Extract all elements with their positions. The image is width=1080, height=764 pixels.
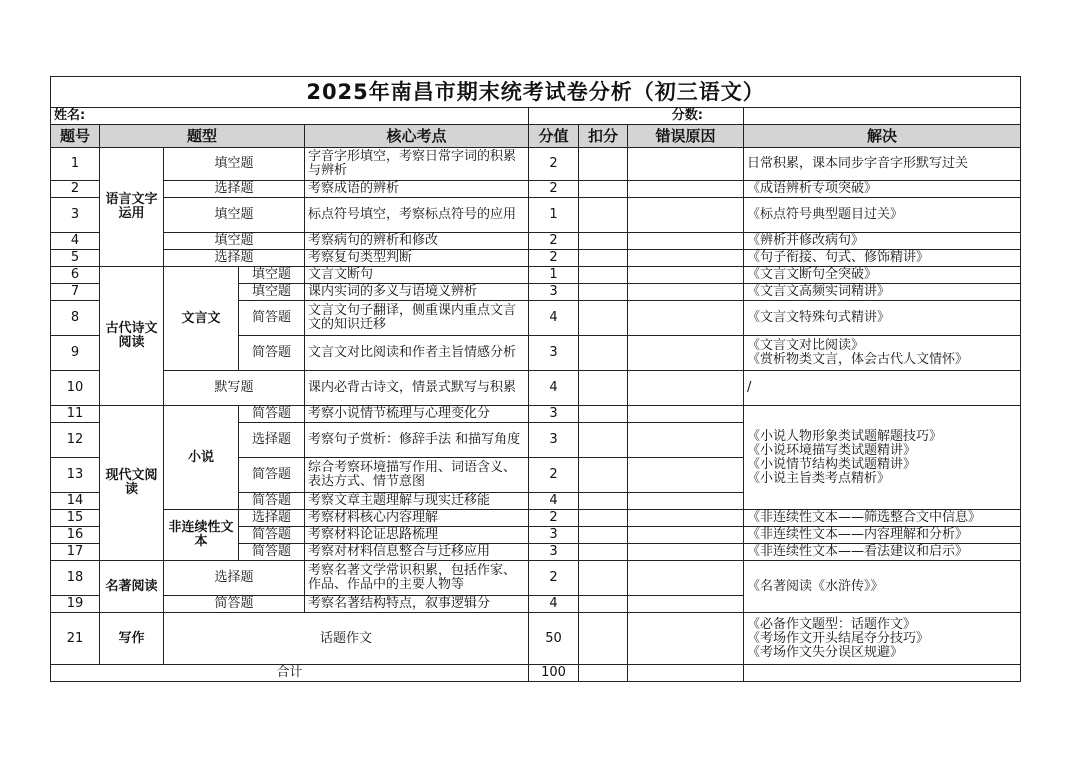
- points: 3: [529, 406, 579, 423]
- points: 2: [529, 148, 579, 181]
- reason-cell: [628, 613, 744, 665]
- question-type: 选择题: [164, 250, 305, 267]
- table-row: [51, 267, 1021, 284]
- table-row: [51, 510, 1021, 527]
- reason-cell: [628, 510, 744, 527]
- question-no: 21: [51, 613, 100, 665]
- question-no: 7: [51, 284, 100, 301]
- deduct-cell: [579, 665, 628, 682]
- total-points: 100: [529, 665, 579, 682]
- reason-cell: [628, 493, 744, 510]
- section-language: 语言文字运用: [100, 148, 164, 267]
- total-label: 合计: [51, 665, 529, 682]
- points: 4: [529, 301, 579, 336]
- points: 2: [529, 233, 579, 250]
- core-topic: 考察小说情节梳理与心理变化分: [305, 406, 529, 423]
- question-type: 填空题: [164, 233, 305, 250]
- question-type: 简答题: [239, 493, 305, 510]
- core-topic: 字音字形填空，考察日常字词的积累与辨析: [305, 148, 529, 181]
- subsection-novel: 小说: [164, 406, 239, 510]
- solution: 《标点符号典型题目过关》: [744, 198, 1021, 233]
- section-modern: 现代文阅读: [100, 406, 164, 561]
- core-topic: 考察文章主题理解与现实迁移能: [305, 493, 529, 510]
- deduct-cell: [579, 371, 628, 406]
- points: 3: [529, 544, 579, 561]
- solution: 《文言文对比阅读》 《赏析物类文言，体会古代人文情怀》: [744, 336, 1021, 371]
- header-type: 题型: [100, 125, 305, 148]
- question-type: 话题作文: [164, 613, 529, 665]
- solution: 《非连续性文本——筛选整合文中信息》: [744, 510, 1021, 527]
- core-topic: 综合考察环境描写作用、词语含义、表达方式、情节意图: [305, 458, 529, 493]
- question-no: 14: [51, 493, 100, 510]
- question-type: 简答题: [239, 406, 305, 423]
- question-type: 简答题: [239, 544, 305, 561]
- table-row: [51, 181, 1021, 198]
- table-row: [51, 613, 1021, 665]
- core-topic: 考察材料论证思路梳理: [305, 527, 529, 544]
- deduct-cell: [579, 336, 628, 371]
- points: 2: [529, 250, 579, 267]
- question-type: 填空题: [164, 198, 305, 233]
- solution-empty: [744, 665, 1021, 682]
- solution-classics: 《名著阅读《水浒传》》: [744, 561, 1021, 613]
- points: 3: [529, 423, 579, 458]
- reason-cell: [628, 233, 744, 250]
- reason-cell: [628, 544, 744, 561]
- points: 4: [529, 493, 579, 510]
- question-type: 简答题: [239, 336, 305, 371]
- question-type: 简答题: [239, 301, 305, 336]
- core-topic: 考察名著文学常识积累，包括作家、作品、作品中的主要人物等: [305, 561, 529, 596]
- header-reason: 错误原因: [628, 125, 744, 148]
- table-row: [51, 198, 1021, 233]
- question-type: 简答题: [239, 458, 305, 493]
- question-type: 选择题: [164, 561, 305, 596]
- deduct-cell: [579, 544, 628, 561]
- question-no: 16: [51, 527, 100, 544]
- header-row: [51, 125, 1021, 148]
- question-no: 5: [51, 250, 100, 267]
- points: 3: [529, 527, 579, 544]
- solution: 《文言文高频实词精讲》: [744, 284, 1021, 301]
- deduct-cell: [579, 510, 628, 527]
- reason-cell: [628, 458, 744, 493]
- question-type: 填空题: [164, 148, 305, 181]
- table-row: [51, 406, 1021, 423]
- score-label: 分数:: [529, 108, 744, 125]
- page-title: 2025年南昌市期末统考试卷分析（初三语文）: [51, 77, 1021, 108]
- table-row: [51, 561, 1021, 596]
- core-topic: 考察对材料信息整合与迁移应用: [305, 544, 529, 561]
- reason-cell: [628, 596, 744, 613]
- points: 4: [529, 371, 579, 406]
- question-no: 1: [51, 148, 100, 181]
- core-topic: 课内实词的多义与语境义辨析: [305, 284, 529, 301]
- reason-cell: [628, 527, 744, 544]
- deduct-cell: [579, 423, 628, 458]
- solution: 《非连续性文本——内容理解和分析》: [744, 527, 1021, 544]
- reason-cell: [628, 250, 744, 267]
- deduct-cell: [579, 181, 628, 198]
- question-no: 11: [51, 406, 100, 423]
- points: 3: [529, 284, 579, 301]
- name-label: 姓名:: [51, 108, 529, 125]
- deduct-cell: [579, 613, 628, 665]
- question-type: 默写题: [164, 371, 305, 406]
- deduct-cell: [579, 596, 628, 613]
- core-topic: 考察成语的辨析: [305, 181, 529, 198]
- core-topic: 考察名著结构特点，叙事逻辑分: [305, 596, 529, 613]
- reason-cell: [628, 301, 744, 336]
- solution: 《文言文特殊句式精讲》: [744, 301, 1021, 336]
- question-no: 13: [51, 458, 100, 493]
- deduct-cell: [579, 267, 628, 284]
- points: 1: [529, 198, 579, 233]
- deduct-cell: [579, 250, 628, 267]
- table-row: [51, 250, 1021, 267]
- deduct-cell: [579, 458, 628, 493]
- reason-cell: [628, 198, 744, 233]
- question-no: 17: [51, 544, 100, 561]
- reason-cell: [628, 148, 744, 181]
- question-type: 选择题: [239, 423, 305, 458]
- section-classics: 名著阅读: [100, 561, 164, 613]
- question-type: 简答题: [239, 527, 305, 544]
- core-topic: 文言文句子翻译，侧重课内重点文言文的知识迁移: [305, 301, 529, 336]
- deduct-cell: [579, 148, 628, 181]
- reason-cell: [628, 284, 744, 301]
- deduct-cell: [579, 561, 628, 596]
- points: 4: [529, 596, 579, 613]
- question-no: 12: [51, 423, 100, 458]
- question-no: 4: [51, 233, 100, 250]
- header-core: 核心考点: [305, 125, 529, 148]
- question-no: 18: [51, 561, 100, 596]
- question-no: 2: [51, 181, 100, 198]
- question-type: 简答题: [164, 596, 305, 613]
- question-type: 选择题: [164, 181, 305, 198]
- reason-cell: [628, 181, 744, 198]
- points: 1: [529, 267, 579, 284]
- question-no: 10: [51, 371, 100, 406]
- table-row: [51, 233, 1021, 250]
- question-no: 15: [51, 510, 100, 527]
- solution: 《必备作文题型：话题作文》 《考场作文开头结尾夺分技巧》 《考场作文失分误区规避》: [744, 613, 1021, 665]
- deduct-cell: [579, 493, 628, 510]
- question-no: 3: [51, 198, 100, 233]
- core-topic: 文言文对比阅读和作者主旨情感分析: [305, 336, 529, 371]
- section-classical: 古代诗文阅读: [100, 267, 164, 406]
- table-row: [51, 371, 1021, 406]
- reason-cell: [628, 267, 744, 284]
- header-points: 分值: [529, 125, 579, 148]
- core-topic: 课内必背古诗文，情景式默写与积累: [305, 371, 529, 406]
- score-value: [744, 108, 1021, 125]
- deduct-cell: [579, 284, 628, 301]
- core-topic: 考察材料核心内容理解: [305, 510, 529, 527]
- subsection-nonlinear: 非连续性文本: [164, 510, 239, 561]
- solution: 《非连续性文本——看法建议和启示》: [744, 544, 1021, 561]
- core-topic: 标点符号填空，考察标点符号的应用: [305, 198, 529, 233]
- deduct-cell: [579, 406, 628, 423]
- reason-cell: [628, 423, 744, 458]
- deduct-cell: [579, 527, 628, 544]
- points: 2: [529, 181, 579, 198]
- points: 2: [529, 510, 579, 527]
- question-no: 9: [51, 336, 100, 371]
- question-type: 填空题: [239, 284, 305, 301]
- section-writing: 写作: [100, 613, 164, 665]
- question-no: 19: [51, 596, 100, 613]
- core-topic: 考察复句类型判断: [305, 250, 529, 267]
- reason-cell: [628, 561, 744, 596]
- points: 50: [529, 613, 579, 665]
- solution: /: [744, 371, 1021, 406]
- reason-cell: [628, 665, 744, 682]
- question-type: 选择题: [239, 510, 305, 527]
- solution: 《辨析并修改病句》: [744, 233, 1021, 250]
- core-topic: 文言文断句: [305, 267, 529, 284]
- subsection-wenyanwen: 文言文: [164, 267, 239, 371]
- deduct-cell: [579, 198, 628, 233]
- solution: 《句子衔接、句式、修饰精讲》: [744, 250, 1021, 267]
- points: 2: [529, 561, 579, 596]
- question-type: 填空题: [239, 267, 305, 284]
- points: 3: [529, 336, 579, 371]
- question-no: 6: [51, 267, 100, 284]
- reason-cell: [628, 371, 744, 406]
- core-topic: 考察病句的辨析和修改: [305, 233, 529, 250]
- solution: 日常积累，课本同步字音字形默写过关: [744, 148, 1021, 181]
- solution: 《成语辨析专项突破》: [744, 181, 1021, 198]
- table-row: [51, 148, 1021, 181]
- header-solution: 解决: [744, 125, 1021, 148]
- reason-cell: [628, 336, 744, 371]
- question-no: 8: [51, 301, 100, 336]
- deduct-cell: [579, 301, 628, 336]
- solution-novel: 《小说人物形象类试题解题技巧》 《小说环境描写类试题精讲》 《小说情节结构类试题精讲》 《小说主旨类考点精析》: [744, 406, 1021, 510]
- deduct-cell: [579, 233, 628, 250]
- solution: 《文言文断句全突破》: [744, 267, 1021, 284]
- reason-cell: [628, 406, 744, 423]
- analysis-table: [50, 76, 1021, 682]
- core-topic: 考察句子赏析：修辞手法 和描写角度: [305, 423, 529, 458]
- header-deduct: 扣分: [579, 125, 628, 148]
- header-no: 题号: [51, 125, 100, 148]
- points: 2: [529, 458, 579, 493]
- total-row: [51, 665, 1021, 682]
